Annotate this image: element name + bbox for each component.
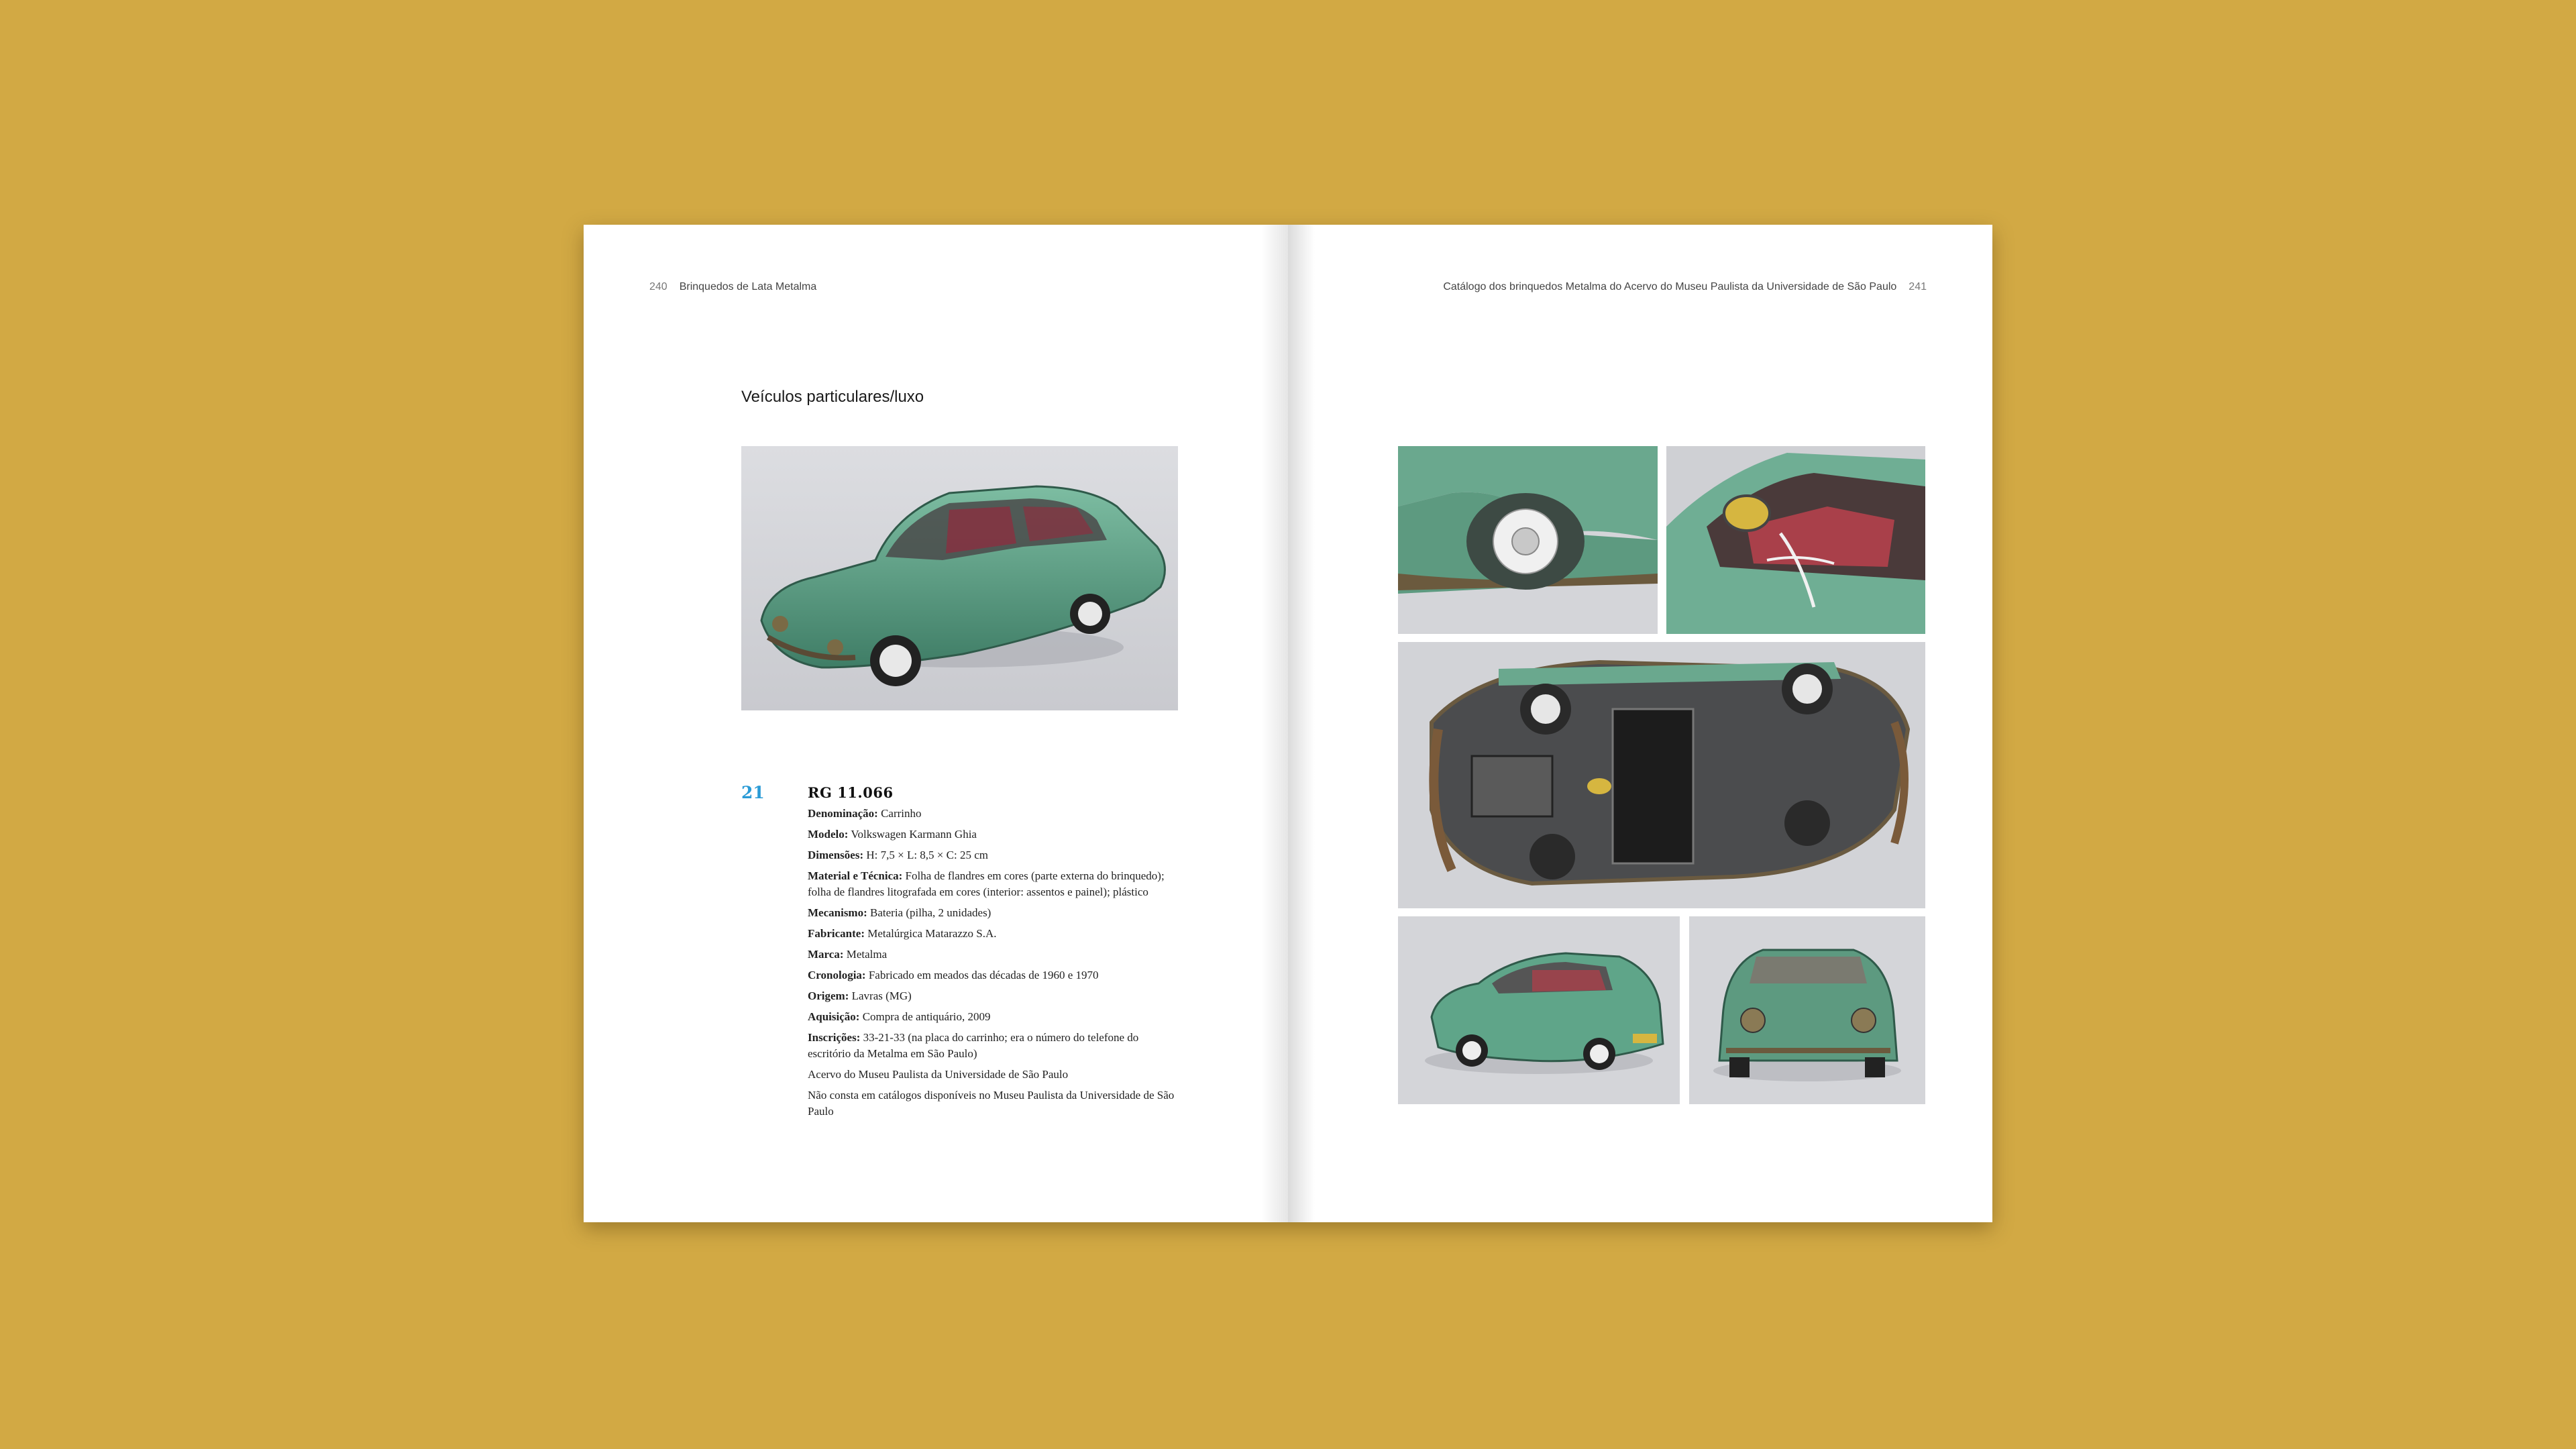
running-head-left-title: Brinquedos de Lata Metalma	[679, 281, 817, 292]
open-book	[584, 225, 1992, 1222]
field-marca: Marca: Metalma	[808, 948, 888, 961]
field-inscricoes: Inscrições: 33-21-33 (na placa do carrinho; era o número do telefone do escritório da Metalma em São Paulo)	[808, 1031, 1139, 1060]
gutter-shadow-right	[1288, 225, 1315, 1222]
field-cronologia: Cronologia: Fabricado em meados das décadas de 1960 e 1970	[808, 969, 1099, 981]
field-material: Material e Técnica: Folha de flandres em cores (parte externa do brinquedo); folha de flandres litografada em cores (interior: assentos e painel); plástico	[808, 869, 1165, 898]
detail-photo-rear-angle	[1398, 916, 1680, 1104]
field-catalogos: Não consta em catálogos disponíveis no Museu Paulista da Universidade de São Paulo	[808, 1089, 1175, 1118]
detail-photo-underside	[1398, 642, 1925, 908]
page-number-right: 241	[1909, 281, 1927, 292]
field-acervo: Acervo do Museu Paulista da Universidade de São Paulo	[808, 1068, 1069, 1081]
field-mecanismo: Mecanismo: Bateria (pilha, 2 unidades)	[808, 906, 991, 919]
field-aquisicao: Aquisição: Compra de antiquário, 2009	[808, 1010, 991, 1023]
page-number-left: 240	[649, 281, 667, 292]
field-denominacao: Denominação: Carrinho	[808, 807, 922, 820]
left-page	[584, 225, 1288, 1222]
detail-photo-wheel	[1398, 446, 1658, 634]
field-dimensoes: Dimensões: H: 7,5 × L: 8,5 × C: 25 cm	[808, 849, 988, 861]
running-head-left	[649, 281, 816, 293]
detail-photo-interior	[1666, 446, 1925, 634]
main-car-photo	[741, 446, 1178, 710]
field-origem: Origem: Lavras (MG)	[808, 989, 912, 1002]
registration-number: RG 11.066	[808, 784, 894, 801]
running-head-right	[1443, 281, 1927, 293]
right-page	[1288, 225, 1992, 1222]
field-fabricante: Fabricante: Metalúrgica Matarazzo S.A.	[808, 927, 997, 940]
detail-photo-front	[1689, 916, 1925, 1104]
running-head-right-title: Catálogo dos brinquedos Metalma do Acervo do Museu Paulista da Universidade de São Paulo	[1443, 281, 1897, 292]
catalog-entry-details	[808, 806, 1183, 1124]
gutter-shadow-left	[1261, 225, 1288, 1222]
field-modelo: Modelo: Volkswagen Karmann Ghia	[808, 828, 977, 841]
section-title: Veículos particulares/luxo	[741, 388, 924, 406]
entry-number: 21	[741, 783, 765, 802]
